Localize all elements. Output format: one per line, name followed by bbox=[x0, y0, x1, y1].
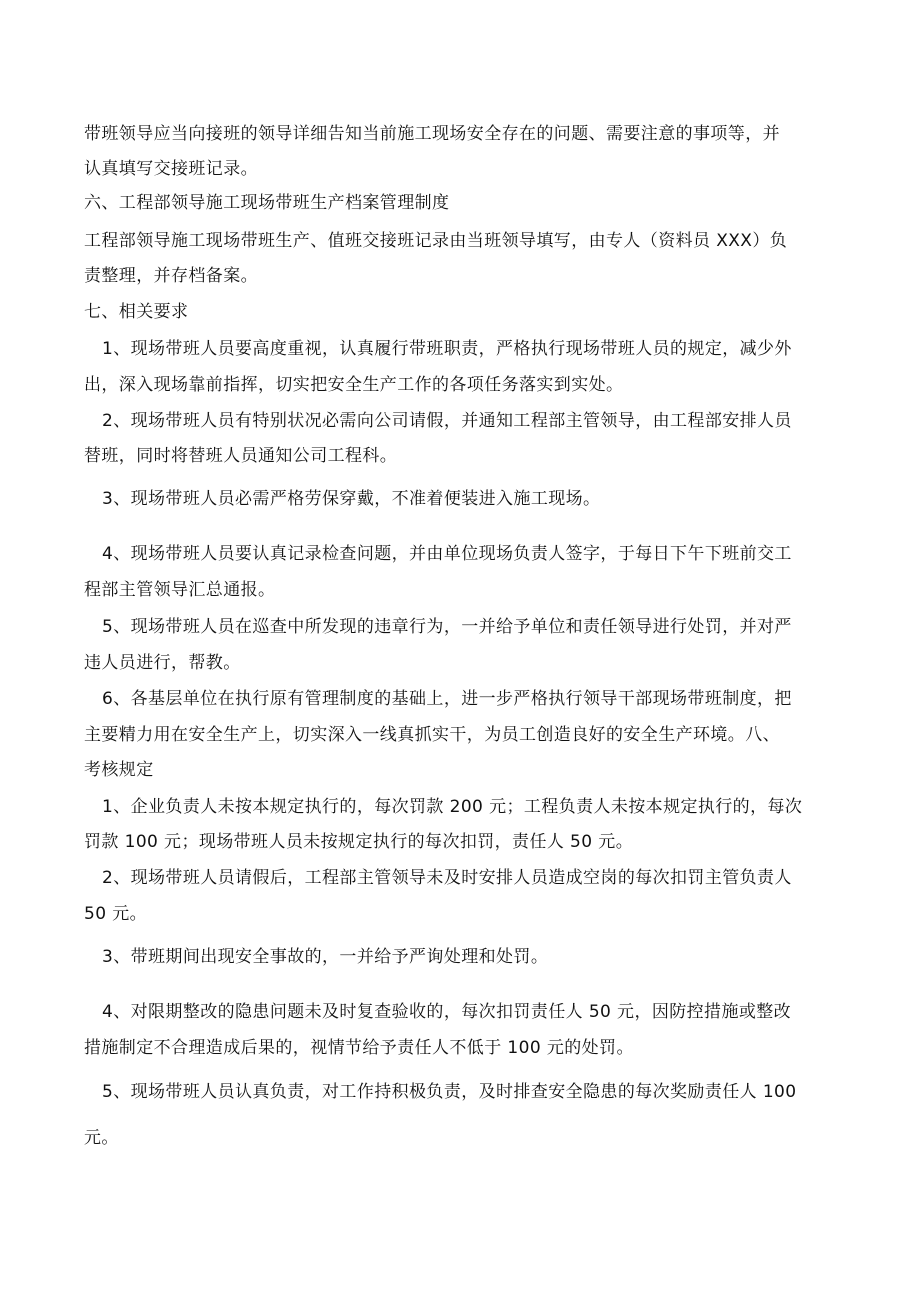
text-line: 元。 bbox=[84, 1128, 119, 1148]
text-line: 4、对限期整改的隐患问题未及时复查验收的，每次扣罚责任人 50 元，因防控措施或整改 bbox=[102, 1002, 792, 1022]
text-line: 措施制定不合理造成后果的，视情节给予责任人不低于 100 元的处罚。 bbox=[84, 1038, 634, 1058]
text-line: 3、带班期间出现安全事故的，一并给予严询处理和处罚。 bbox=[102, 947, 549, 967]
text-line: 1、现场带班人员要高度重视，认真履行带班职责，严格执行现场带班人员的规定，减少外 bbox=[102, 339, 792, 359]
text-line: 2、现场带班人员有特别状况必需向公司请假，并通知工程部主管领导，由工程部安排人员 bbox=[102, 411, 792, 431]
text-line: 工程部领导施工现场带班生产、值班交接班记录由当班领导填写，由专人（资料员 XXX）负 bbox=[84, 231, 788, 251]
text-line: 50 元。 bbox=[84, 904, 148, 924]
text-line: 2、现场带班人员请假后，工程部主管领导未及时安排人员造成空岗的每次扣罚主管负责人 bbox=[102, 868, 792, 888]
text-line: 6、各基层单位在执行原有管理制度的基础上，进一步严格执行领导干部现场带班制度，把 bbox=[102, 689, 792, 709]
text-line: 程部主管领导汇总通报。 bbox=[84, 580, 276, 600]
text-line: 责整理，并存档备案。 bbox=[84, 266, 258, 286]
text-line: 1、企业负责人未按本规定执行的，每次罚款 200 元；工程负责人未按本规定执行的，每次 bbox=[102, 797, 803, 817]
section-heading: 考核规定 bbox=[84, 760, 154, 780]
text-line: 3、现场带班人员必需严格劳保穿戴，不准着便装进入施工现场。 bbox=[102, 489, 601, 509]
text-line: 出，深入现场靠前指挥，切实把安全生产工作的各项任务落实到实处。 bbox=[84, 375, 624, 395]
text-line: 带班领导应当向接班的领导详细告知当前施工现场安全存在的问题、需要注意的事项等，并 bbox=[84, 124, 780, 144]
section-heading: 七、相关要求 bbox=[84, 302, 189, 322]
text-line: 5、现场带班人员在巡查中所发现的违章行为，一并给予单位和责任领导进行处罚，并对严 bbox=[102, 617, 792, 637]
text-line: 罚款 100 元；现场带班人员未按规定执行的每次扣罚，责任人 50 元。 bbox=[84, 832, 634, 852]
text-line: 5、现场带班人员认真负责，对工作持积极负责，及时排查安全隐患的每次奖励责任人 100 bbox=[102, 1082, 797, 1102]
text-line: 替班，同时将替班人员通知公司工程科。 bbox=[84, 446, 398, 466]
text-line: 违人员进行，帮教。 bbox=[84, 653, 241, 673]
text-line: 4、现场带班人员要认真记录检查问题，并由单位现场负责人签字，于每日下午下班前交工 bbox=[102, 544, 792, 564]
section-heading: 六、工程部领导施工现场带班生产档案管理制度 bbox=[84, 193, 450, 213]
text-line: 主要精力用在安全生产上，切实深入一线真抓实干，为员工创造良好的安全生产环境。八、 bbox=[84, 725, 780, 745]
text-line: 认真填写交接班记录。 bbox=[84, 159, 258, 179]
